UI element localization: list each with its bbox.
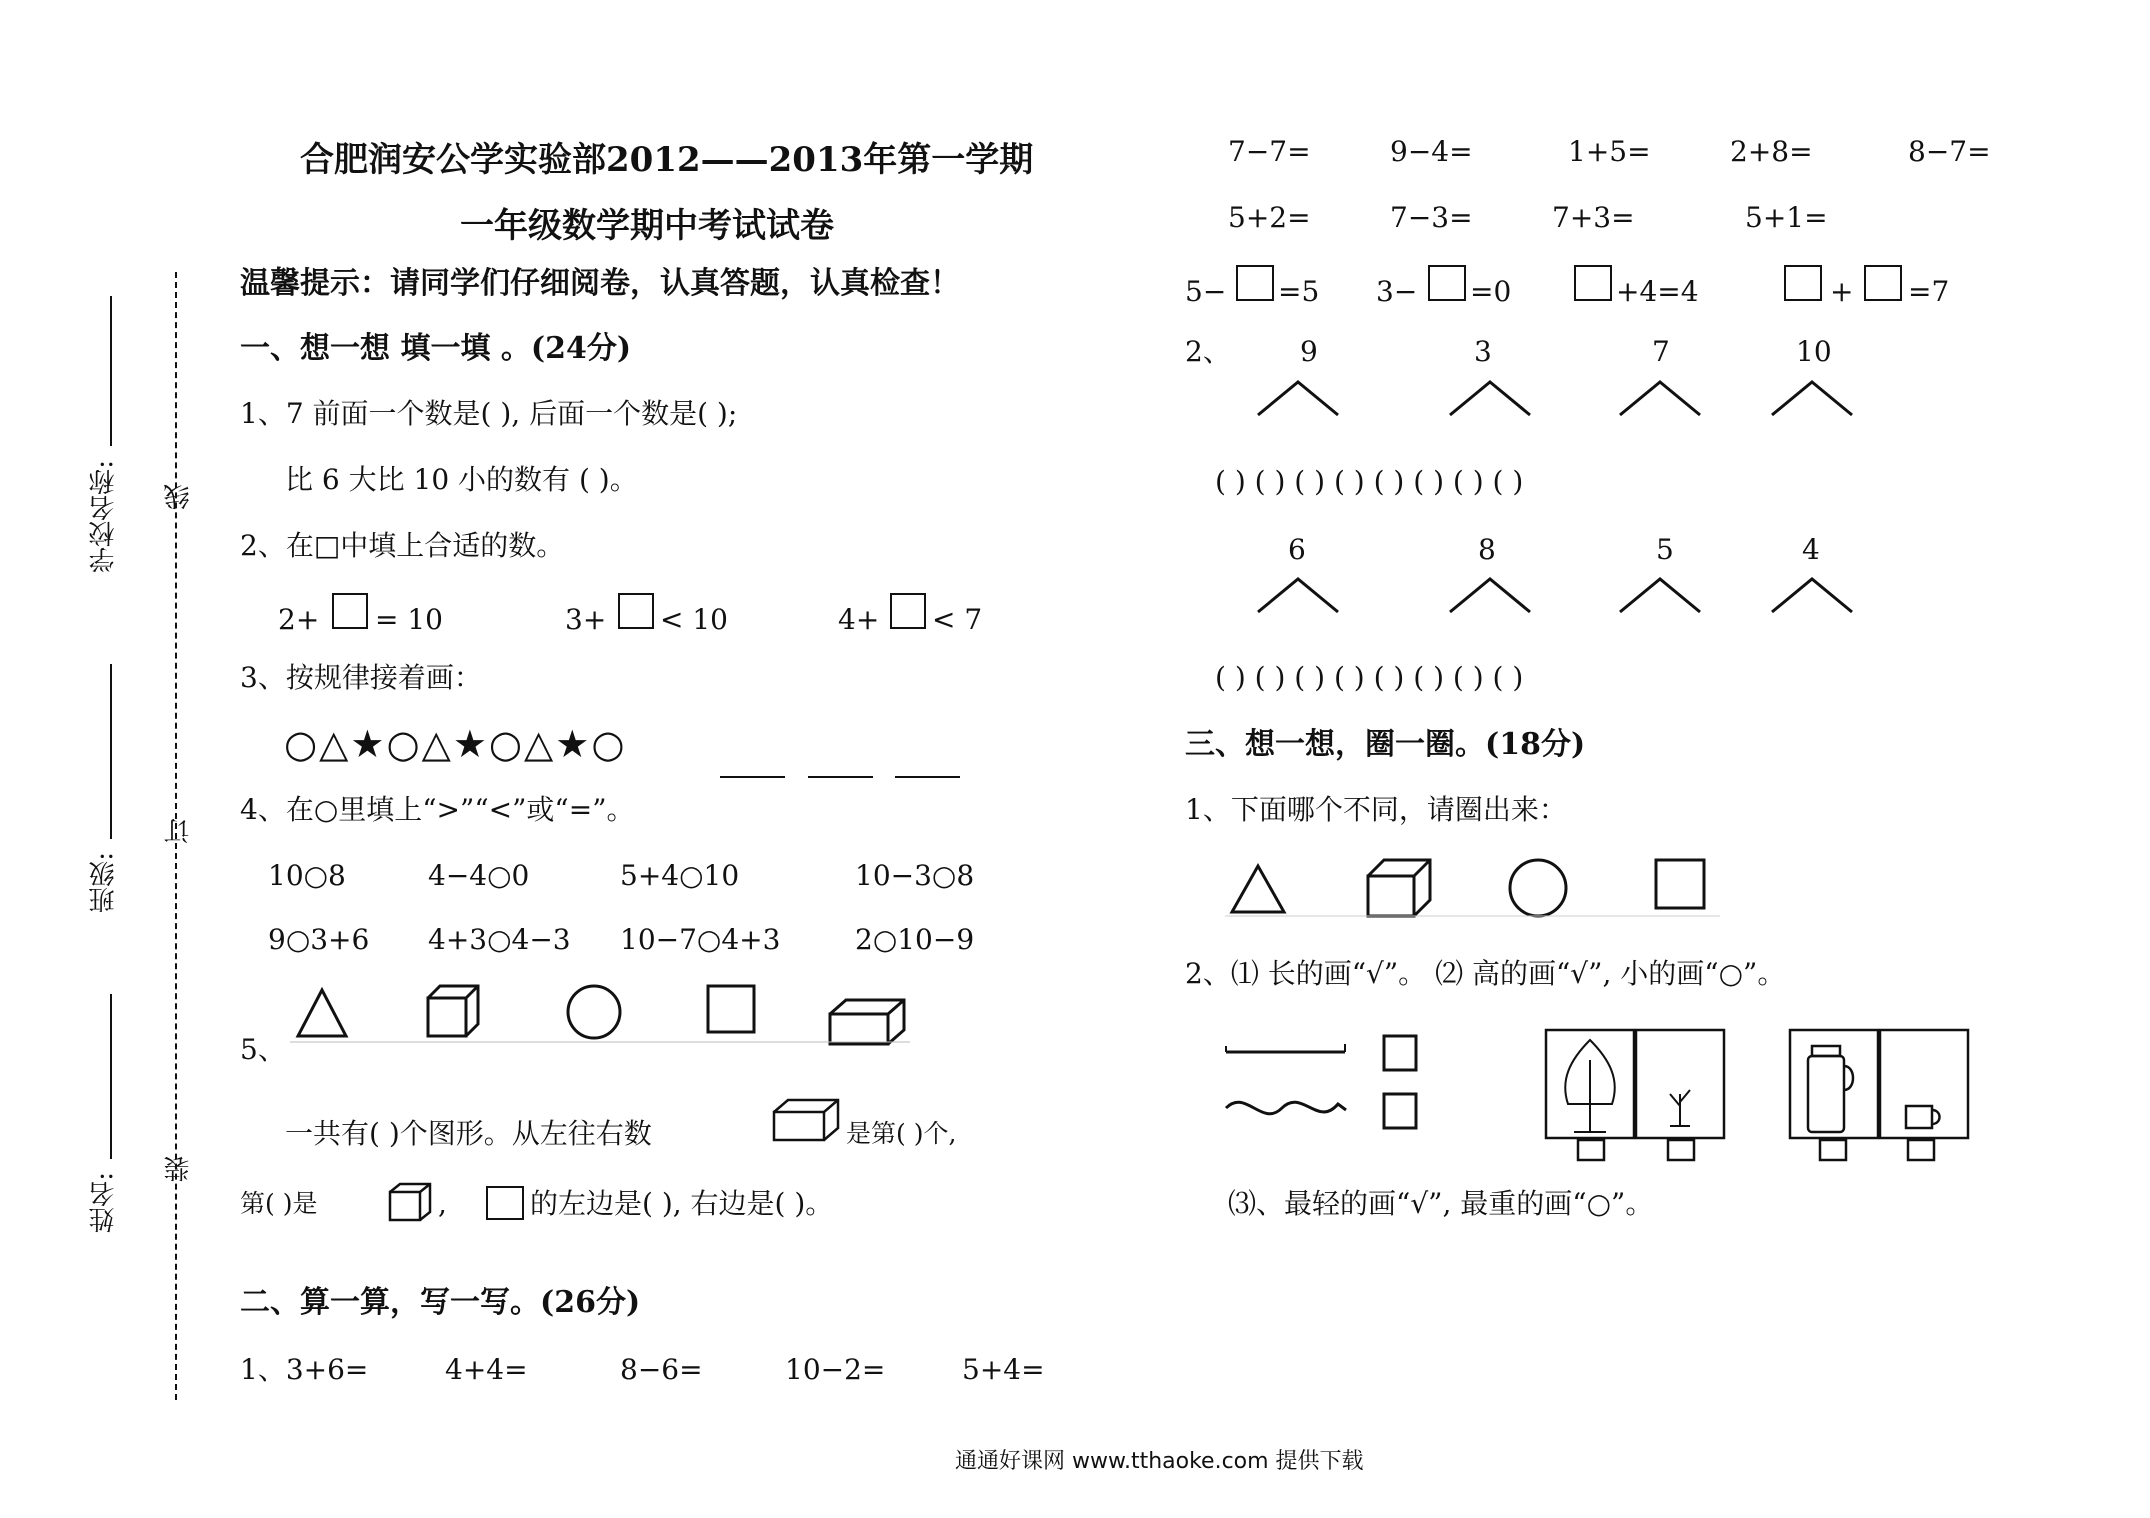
s1-q2a-pre: 2+ [278,603,320,636]
s1-q5-line1-a: 一共有( )个图形。从左往右数 [285,1117,652,1150]
split-answer-parens-row1[interactable]: ( ) ( ) ( ) ( ) ( ) ( ) ( ) ( ) [1215,465,1524,498]
section1-heading: 一、想一想 填一填 。(24分) [240,331,632,366]
split-number-bottom: 8 [1478,533,1496,566]
split-number-bottom: 5 [1656,533,1674,566]
answer-box [1578,1140,1604,1160]
s1-q4-item: 10−7○4+3 [620,923,781,956]
s1-q3-prompt: 3、按规律接着画： [240,661,482,694]
s2-q1-item: 1、3+6= [240,1353,369,1386]
school-name-label: 学校名称: [89,460,119,573]
s2-row4-pre: 3− [1376,275,1418,308]
split-number-bottom: 4 [1802,533,1820,566]
split-number-top: 7 [1652,335,1670,368]
s1-q4-item: 10○8 [268,859,346,892]
s1-q1-line1: 1、7 前面一个数是( ), 后面一个数是( ); [240,397,738,430]
s2-row2-item: 2+8= [1730,135,1813,168]
s1-q4-prompt: 4、在○里填上“>”“<”或“=”。 [240,793,635,826]
s2-row4-mid: + [1830,275,1854,308]
s1-q5-line2-c: 的左边是( ), 右边是( )。 [530,1187,834,1220]
s1-q4-item: 4+3○4−3 [428,923,571,956]
s3-q1-prompt: 1、下面哪个不同，请圈出来： [1185,793,1567,826]
s2-row3-item: 5+2= [1228,201,1311,234]
binding-mark-zhuang: 装 [164,1156,194,1182]
answer-box [1820,1140,1846,1160]
s3-q3-prompt: ⑶、最轻的画“√”, 最重的画“○”。 [1228,1187,1654,1220]
s2-row3-item: 7+3= [1552,201,1635,234]
section2-heading: 二、算一算，写一写。(26分) [240,1285,641,1320]
answer-box [1384,1094,1416,1128]
s1-q2-prompt: 2、在□中填上合适的数。 [240,529,565,562]
s1-q4-item: 2○10−9 [855,923,975,956]
s1-q3-shape-pattern: ○△★○△★○△★○ [284,722,627,766]
answer-box [1668,1140,1694,1160]
reminder-tip: 温馨提示：请同学们仔细阅卷，认真答题，认真检查！ [240,266,960,301]
name-label: 姓名: [89,1172,119,1233]
wavy-line-icon [1226,1102,1346,1114]
s2-row3-item: 7−3= [1390,201,1473,234]
binding-mark-xian: 线 [164,484,194,510]
footer-source: 通通好课网 www.tthaoke.com 提供下载 [955,1449,1364,1474]
cup-icon [1906,1106,1940,1128]
split-number-bottom: 6 [1288,533,1306,566]
s2-row2-item: 1+5= [1568,135,1651,168]
s1-q1-line2: 比 6 大比 10 小的数有 ( )。 [285,463,638,496]
s2-row4-pre: 5− [1185,275,1227,308]
s1-q4-item: 4−4○0 [428,859,530,892]
section3-heading: 三、想一想，圈一圈。(18分) [1185,727,1586,762]
tall-tree-icon [1565,1040,1615,1132]
s2-q1-item: 4+4= [445,1353,528,1386]
s2-row2-item: 8−7= [1908,135,1991,168]
s1-q2c-pre: 4+ [838,603,880,636]
s2-q2-number: 2、 [1185,335,1231,368]
s1-q5-line1-b: 是第( )个, [846,1119,957,1148]
s2-row2-item: 7−7= [1228,135,1311,168]
small-tree-icon [1670,1090,1690,1126]
exam-title-line2: 一年级数学期中考试试卷 [460,206,834,246]
s1-q2a-post: = 10 [375,603,443,636]
s1-q2b-pre: 3+ [565,603,607,636]
s2-q1-item: 8−6= [620,1353,703,1386]
s3-q2-prompt: 2、⑴ 长的画“√”。 ⑵ 高的画“√”, 小的画“○”。 [1185,957,1786,990]
s1-q2c-post: < 7 [932,603,983,636]
s1-q5-number: 5、 [240,1033,286,1066]
split-answer-parens-row2[interactable]: ( ) ( ) ( ) ( ) ( ) ( ) ( ) ( ) [1215,661,1524,694]
split-number-top: 10 [1796,335,1832,368]
s1-q4-item: 9○3+6 [268,923,370,956]
s2-q1-item: 5+4= [962,1353,1045,1386]
binding-mark-ding: 订 [164,818,194,844]
s1-q2b-post: < 10 [660,603,728,636]
split-number-top: 9 [1300,335,1318,368]
s2-row4-post: =5 [1278,275,1320,308]
s1-q5-line2-b: , [438,1187,447,1220]
s2-row4-post: =7 [1908,275,1950,308]
s2-row3-item: 5+1= [1745,201,1828,234]
s1-q5-line2-a: 第( )是 [240,1189,318,1218]
split-number-top: 3 [1474,335,1492,368]
thermos-icon [1808,1046,1853,1132]
s1-q4-item: 5+4○10 [620,859,740,892]
s2-row4-post: =0 [1470,275,1512,308]
answer-box [1908,1140,1934,1160]
s2-q1-item: 10−2= [785,1353,886,1386]
s1-q4-item: 10−3○8 [855,859,975,892]
exam-title-line1: 合肥润安公学实验部2012——2013年第一学期 [300,140,1034,180]
class-label: 班级: [89,852,119,913]
answer-box [1384,1036,1416,1070]
s2-row2-item: 9−4= [1390,135,1473,168]
s2-row4-post: +4=4 [1616,275,1699,308]
